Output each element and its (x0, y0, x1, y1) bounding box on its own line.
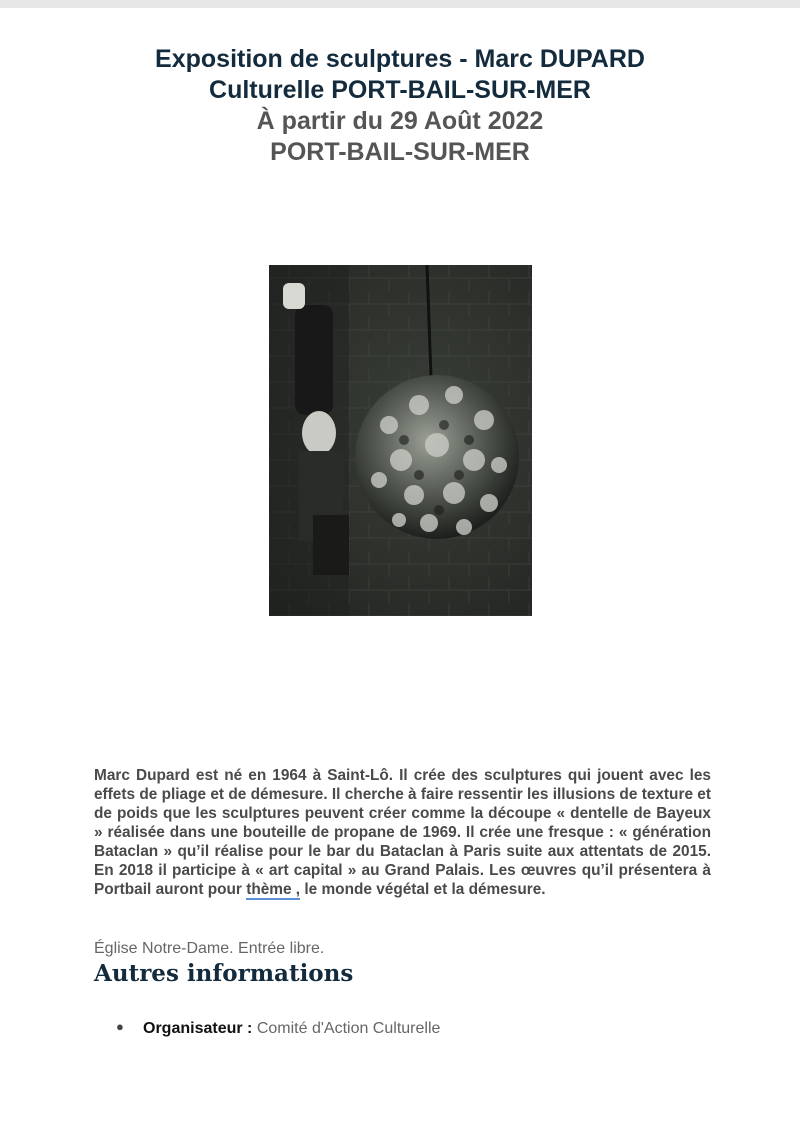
event-title: Exposition de sculptures - Marc DUPARD (155, 45, 645, 73)
top-bar (0, 0, 800, 8)
event-date: À partir du 29 Août 2022 (256, 107, 544, 135)
organizer-label: Organisateur : (143, 1020, 253, 1037)
artist-biography (94, 766, 711, 899)
theme-link[interactable]: thème , (246, 881, 301, 898)
sculpture-photo (269, 265, 532, 616)
other-info-list (116, 1019, 440, 1038)
list-item-organizer (116, 1019, 440, 1038)
organizer-value: Comité d'Action Culturelle (256, 1020, 441, 1037)
event-organizer-title: Culturelle PORT-BAIL-SUR-MER (209, 76, 591, 104)
event-city: PORT-BAIL-SUR-MER (270, 138, 530, 166)
bio-text-end: le monde végétal et la démesure. (300, 881, 546, 898)
bullet-icon: ● (116, 1019, 124, 1034)
sculpture-photo-art (269, 265, 532, 616)
bio-text-start: Marc Dupard est né en 1964 à Saint-Lô. Il crée des sculptures qui jouent avec les effets de pliage et de démesure. Il cherche à faire ressentir les illusions de texture et de poids que les sculptures peuvent créer comme la découpe « dentelle de Bayeux » réalisée dans une bouteille de propane de 1969. Il crée une fresque : « génération Bataclan » qu’il réalise pour le bar du Bataclan à Paris suite aux attentats de 2015. En 2018 il participe à « art capital » au Grand Palais. Les œuvres qu’il présentera à Portbail auront pour (94, 767, 711, 898)
other-info-heading: Autres informations (94, 960, 354, 987)
location-note: Église Notre-Dame. Entrée libre. (94, 940, 325, 957)
event-title-block (0, 44, 800, 168)
